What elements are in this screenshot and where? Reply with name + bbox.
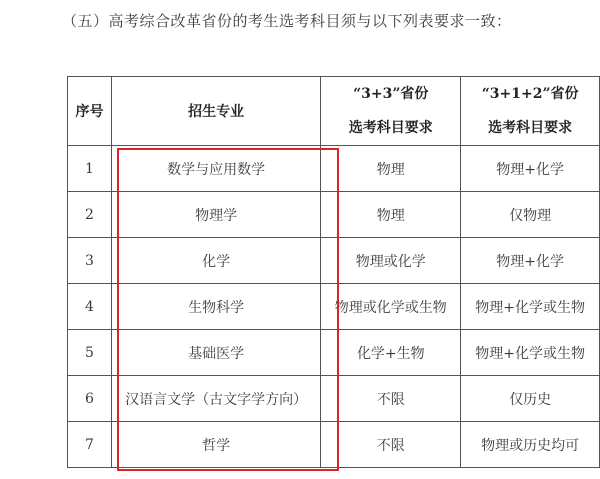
header-req-312 — [461, 77, 600, 146]
row-req-312: 物理+化学 — [461, 146, 600, 192]
row-major: 基础医学 — [111, 330, 320, 376]
row-major: 汉语言文学（古文字学方向） — [111, 376, 320, 422]
table-row — [68, 238, 600, 284]
row-major: 物理学 — [111, 192, 320, 238]
row-req-312: 物理+化学 — [461, 238, 600, 284]
row-req-312: 仅物理 — [461, 192, 600, 238]
row-major: 化学 — [111, 238, 320, 284]
row-req-33: 物理或化学 — [321, 238, 461, 284]
header-req-33-line1: “3+3”省份 — [353, 86, 429, 102]
table-row — [68, 422, 600, 468]
row-req-312: 仅历史 — [461, 376, 600, 422]
table-row — [68, 284, 600, 330]
row-req-312: 物理+化学或生物 — [461, 284, 600, 330]
row-req-33: 化学+生物 — [321, 330, 461, 376]
table-row — [68, 192, 600, 238]
header-req-312-line1: “3+1+2”省份 — [481, 86, 579, 102]
row-req-33: 不限 — [321, 422, 461, 468]
table-row — [68, 376, 600, 422]
row-req-33: 不限 — [321, 376, 461, 422]
row-req-312: 物理+化学或生物 — [461, 330, 600, 376]
row-no: 6 — [68, 376, 112, 422]
row-req-312: 物理或历史均可 — [461, 422, 600, 468]
row-major: 数学与应用数学 — [111, 146, 320, 192]
subject-requirements-table — [67, 76, 600, 468]
row-no: 3 — [68, 238, 112, 284]
row-req-33: 物理或化学或生物 — [321, 284, 461, 330]
row-req-33: 物理 — [321, 146, 461, 192]
row-major: 生物科学 — [111, 284, 320, 330]
row-no: 4 — [68, 284, 112, 330]
header-req-33-line2: 选考科目要求 — [348, 120, 433, 136]
table-header-row — [68, 77, 600, 146]
table-row — [68, 146, 600, 192]
header-req-33 — [321, 77, 461, 146]
row-no: 1 — [68, 146, 112, 192]
row-no: 2 — [68, 192, 112, 238]
header-major: 招生专业 — [111, 77, 320, 146]
row-no: 5 — [68, 330, 112, 376]
intro-text: （五）高考综合改革省份的考生选考科目须与以下列表要求一致： — [62, 12, 512, 30]
row-req-33: 物理 — [321, 192, 461, 238]
row-major: 哲学 — [111, 422, 320, 468]
table-row — [68, 330, 600, 376]
header-req-312-line2: 选考科目要求 — [488, 120, 573, 136]
header-no: 序号 — [68, 77, 112, 146]
row-no: 7 — [68, 422, 112, 468]
